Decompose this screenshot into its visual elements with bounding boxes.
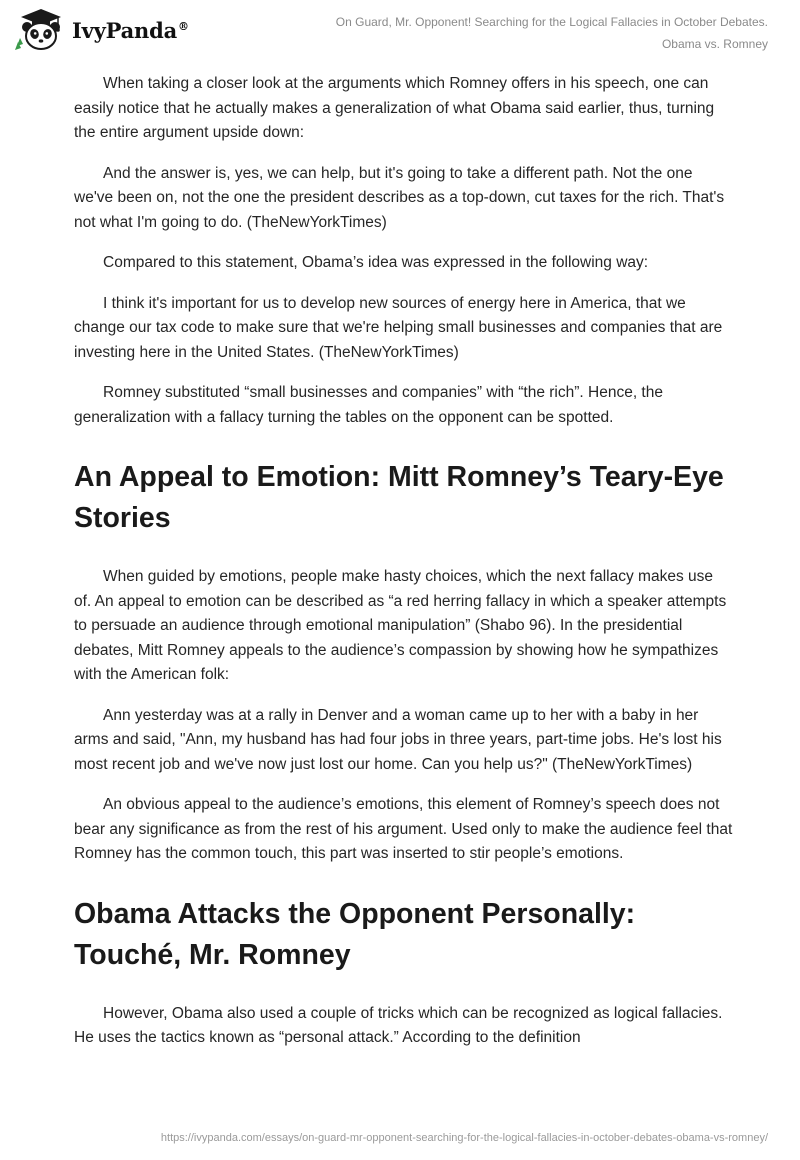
brand-name bbox=[72, 18, 189, 43]
section-heading-personal-attack: Obama Attacks the Opponent Personally: Touché, Mr. Romney bbox=[74, 897, 636, 971]
quote-paragraph: Ann yesterday was at a rally in Denver and a woman came up to her with a baby in her arms and said, "Ann, my husband has had four jobs in three years, part-time jobs. He's lost his most recent job and we've now just lost our home. Can you help us?" (TheNewYorkTimes) bbox=[74, 706, 722, 773]
page-url[interactable]: https://ivypanda.com/essays/on-guard-mr-opponent-searching-for-the-logical-fallacies-in-october-debates-obama-vs-romney/ bbox=[160, 1132, 768, 1144]
document-title: On Guard, Mr. Opponent! Searching for the Logical Fallacies in October Debates. Obama vs. Romney bbox=[335, 15, 768, 51]
quote-paragraph: I think it's important for us to develop new sources of energy here in America, that we change our tax code to make sure that we're helping small businesses and companies that are investing here in the United States. (TheNewYorkTimes) bbox=[74, 294, 723, 361]
paragraph: However, Obama also used a couple of tricks which can be recognized as logical fallacies. He uses the tactics known as “personal attack.” According to the definition bbox=[74, 1004, 723, 1046]
paragraph: An obvious appeal to the audience’s emotions, this element of Romney’s speech does not bear any significance as from the rest of his argument. Used only to make the audience feel that Romney has the common touch, this part was inserted to stir people’s emotions. bbox=[74, 796, 733, 862]
paragraph: When guided by emotions, people make hasty choices, which the next fallacy makes use of. An appeal to emotion can be described as “a red herring fallacy in which a speaker attempts to persuade an audience through emotional manipulation” (Shabo 96). In the presidential debates, Mitt Romney appeals to the audience’s compassion by showing how he sympathizes with the American folk: bbox=[74, 568, 727, 683]
section-heading-appeal-to-emotion: An Appeal to Emotion: Mitt Romney’s Teary-Eye Stories bbox=[74, 461, 724, 534]
paragraph: Compared to this statement, Obama’s idea was expressed in the following way: bbox=[103, 254, 649, 271]
page-header bbox=[0, 0, 800, 60]
brand-text: IvyPanda bbox=[72, 17, 178, 43]
paragraph: When taking a closer look at the arguments which Romney offers in his speech, one can easily notice that he actually makes a generalization of what Obama said earlier, thus, turning the entire argument upside down: bbox=[74, 75, 715, 141]
panda-graduate-icon bbox=[14, 8, 68, 52]
essay-body bbox=[74, 72, 734, 1067]
paragraph: Romney substituted “small businesses and companies” with “the rich”. Hence, the generalization with a fallacy turning the tables on the opponent can be spotted. bbox=[74, 384, 663, 426]
site-logo[interactable] bbox=[14, 8, 189, 52]
quote-paragraph: And the answer is, yes, we can help, but it's going to take a different path. Not the one we've been on, not the one the president describes as a top-down, cut taxes for the rich. That's not what I'm going to do. (TheNewYorkTimes) bbox=[74, 164, 725, 231]
registered-mark: ® bbox=[178, 19, 189, 33]
